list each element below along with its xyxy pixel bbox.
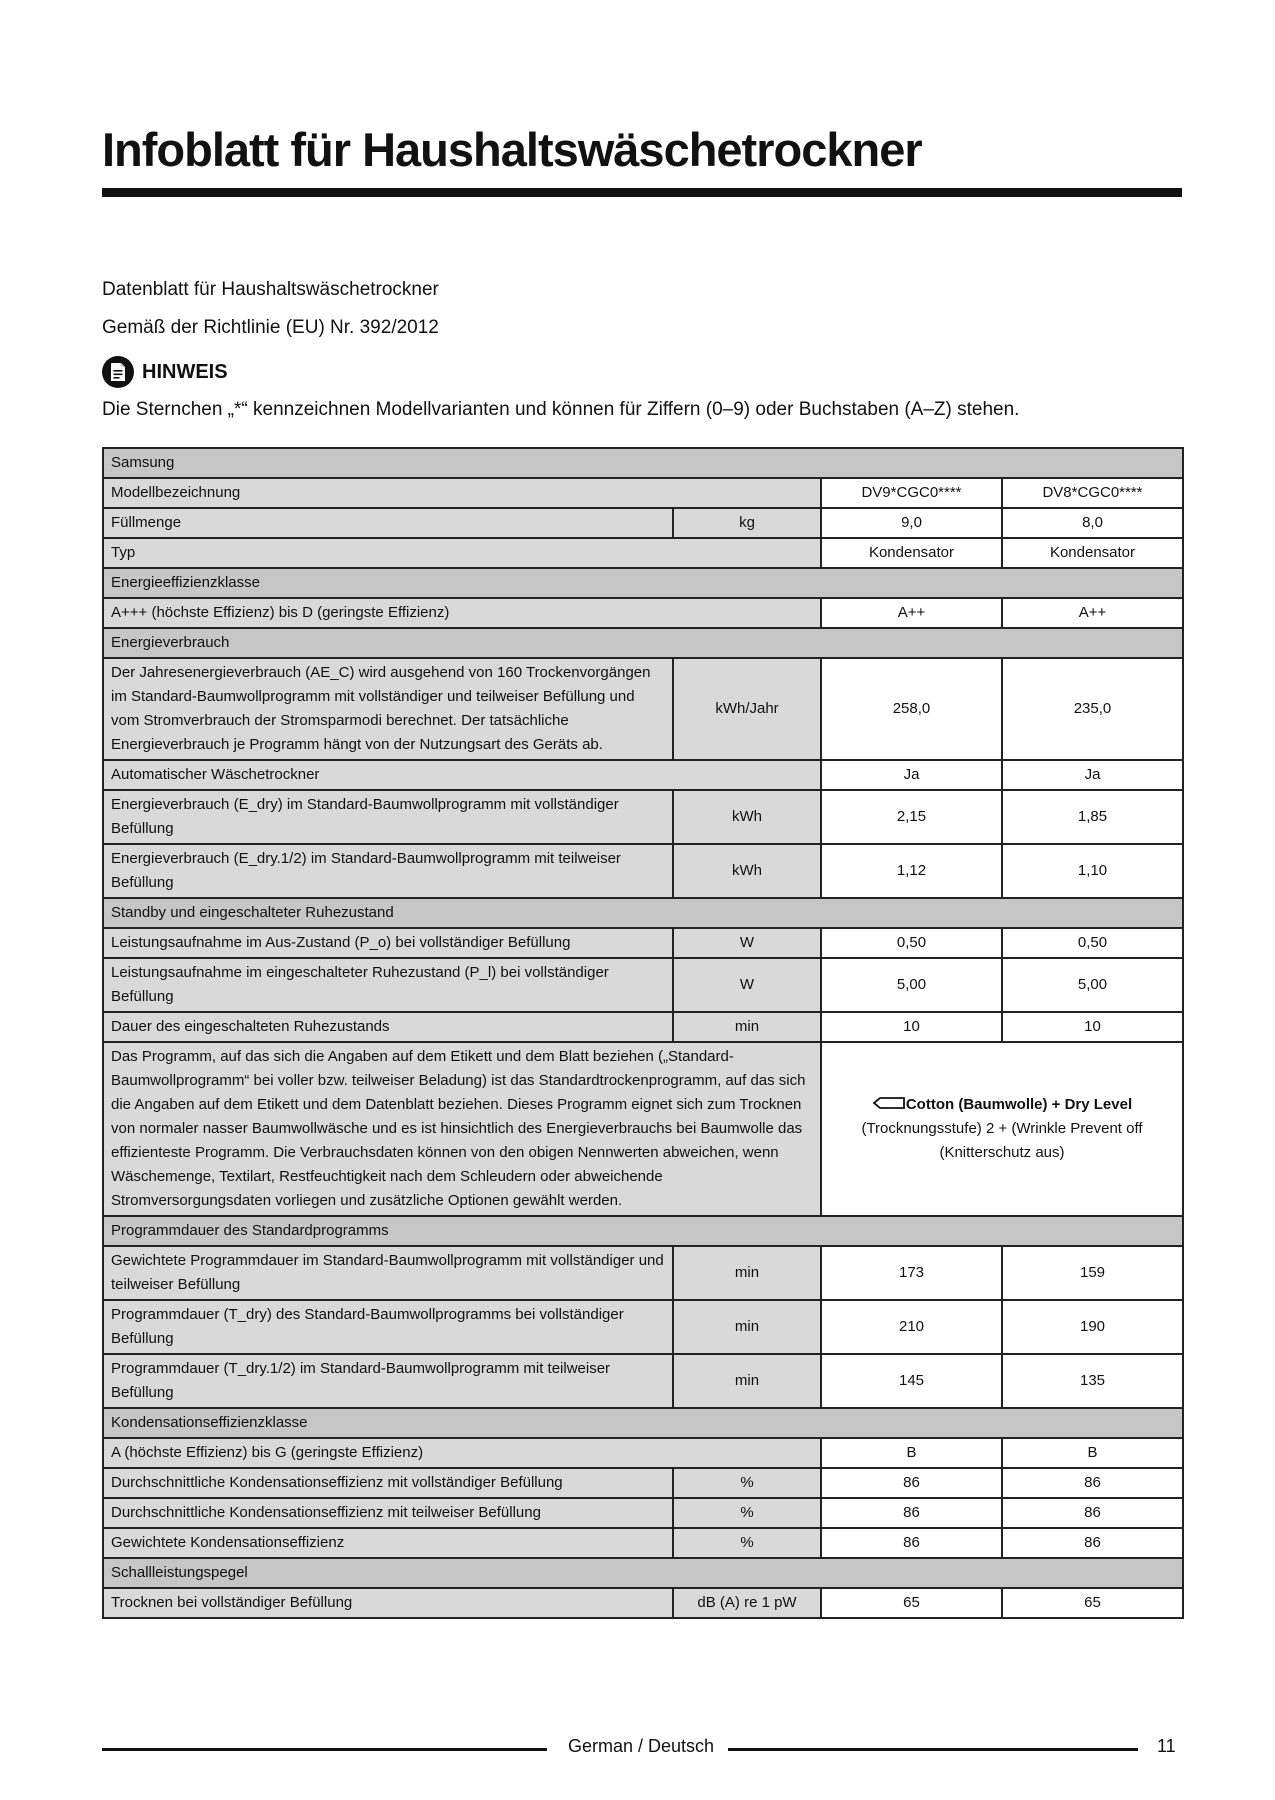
section-row bbox=[103, 898, 1183, 928]
table-row bbox=[103, 1246, 1183, 1300]
p-off-unit: W bbox=[673, 928, 821, 958]
note-header bbox=[102, 356, 228, 388]
product-data-table bbox=[102, 447, 1184, 1619]
table-row bbox=[103, 790, 1183, 844]
table-row bbox=[103, 1354, 1183, 1408]
p-off-label: Leistungsaufnahme im Aus-Zustand (P_o) bei vollständiger Befüllung bbox=[103, 928, 673, 958]
page-number: 11 bbox=[1157, 1736, 1176, 1756]
e-dry-half-1: 1,12 bbox=[821, 844, 1002, 898]
e-dry-unit: kWh bbox=[673, 790, 821, 844]
cond-class-label: A (höchste Effizienz) bis G (geringste Effizienz) bbox=[103, 1438, 821, 1468]
standard-program-label: Das Programm, auf das sich die Angaben auf dem Etikett und dem Blatt beziehen („Standard-Baumwollprogramm“ bei voller bzw. teilweiser Beladung) ist das Standardtrockenprogramm, auf das sich die Angaben auf dem Etikett und dem Datenblatt beziehen. Dieses Programm eignet sich zum Trocknen von normaler nasser Baumwollwäsche und es ist hinsichtlich des Energieverbrauchs bei Baumwolle das effizienteste Programm. Die Verbrauchsdaten können von den obigen Nennwerten abweichen, wenn Wäschemenge, Textilart, Restfeuchtigkeit nach dem Schleudern oder abweichende Stromversorgungsdaten vorliegen und zusätzliche Optionen gewählt werden. bbox=[103, 1042, 821, 1216]
note-icon bbox=[102, 356, 134, 388]
p-left-unit: W bbox=[673, 958, 821, 1012]
p-left-1: 5,00 bbox=[821, 958, 1002, 1012]
program-value-line1: Cotton (Baumwolle) + Dry Level bbox=[905, 1096, 1133, 1113]
datasheet-subtitle: Datenblatt für Haushaltswäschetrockner bbox=[102, 279, 439, 300]
p-left-2: 5,00 bbox=[1002, 958, 1183, 1012]
t-weighted-unit: min bbox=[673, 1246, 821, 1300]
cond-full-unit: % bbox=[673, 1468, 821, 1498]
program-line-1 bbox=[829, 1093, 1175, 1117]
cond-full-1: 86 bbox=[821, 1468, 1002, 1498]
table-row bbox=[103, 760, 1183, 790]
left-on-1: 10 bbox=[821, 1012, 1002, 1042]
table-row bbox=[103, 1528, 1183, 1558]
t-weighted-1: 173 bbox=[821, 1246, 1002, 1300]
energy-class-section: Energieeffizienzklasse bbox=[103, 568, 1183, 598]
regulation-subtitle: Gemäß der Richtlinie (EU) Nr. 392/2012 bbox=[102, 317, 439, 338]
cond-class-section: Kondensationseffizienzklasse bbox=[103, 1408, 1183, 1438]
t-dry-half-label: Programmdauer (T_dry.1/2) im Standard-Baumwollprogramm mit teilweiser Befüllung bbox=[103, 1354, 673, 1408]
footer-language: German / Deutsch bbox=[568, 1736, 715, 1756]
e-dry-2: 1,85 bbox=[1002, 790, 1183, 844]
section-row bbox=[103, 568, 1183, 598]
cond-full-label: Durchschnittliche Kondensationseffizienz mit vollständiger Befüllung bbox=[103, 1468, 673, 1498]
table-row bbox=[103, 658, 1183, 760]
cond-full-2: 86 bbox=[1002, 1468, 1183, 1498]
table-row bbox=[103, 1468, 1183, 1498]
note-label: HINWEIS bbox=[142, 360, 228, 383]
type-2: Kondensator bbox=[1002, 538, 1183, 568]
t-dry-1: 210 bbox=[821, 1300, 1002, 1354]
p-left-label: Leistungsaufnahme im eingeschalteter Ruhezustand (P_l) bei vollständiger Befüllung bbox=[103, 958, 673, 1012]
cotton-program-icon bbox=[872, 1096, 906, 1110]
table-row bbox=[103, 1042, 1183, 1216]
program-value-line2: (Trocknungsstufe) 2 + (Wrinkle Prevent off bbox=[861, 1120, 1143, 1137]
program-value-line3: (Knitterschutz aus) bbox=[939, 1144, 1065, 1161]
consumption-section: Energieverbrauch bbox=[103, 628, 1183, 658]
section-row bbox=[103, 1408, 1183, 1438]
noise-section: Schallleistungspegel bbox=[103, 1558, 1183, 1588]
left-on-unit: min bbox=[673, 1012, 821, 1042]
footer-rule-left bbox=[102, 1748, 547, 1751]
t-dry-half-2: 135 bbox=[1002, 1354, 1183, 1408]
e-dry-half-unit: kWh bbox=[673, 844, 821, 898]
title-rule bbox=[102, 188, 1182, 197]
automatic-2: Ja bbox=[1002, 760, 1183, 790]
standby-section: Standby und eingeschalteter Ruhezustand bbox=[103, 898, 1183, 928]
manufacturer-row bbox=[103, 448, 1183, 478]
noise-unit: dB (A) re 1 pW bbox=[673, 1588, 821, 1618]
table-row bbox=[103, 478, 1183, 508]
cond-class-2: B bbox=[1002, 1438, 1183, 1468]
standard-program-value bbox=[821, 1042, 1183, 1216]
cond-half-1: 86 bbox=[821, 1498, 1002, 1528]
left-on-2: 10 bbox=[1002, 1012, 1183, 1042]
table-row bbox=[103, 1438, 1183, 1468]
energy-class-2: A++ bbox=[1002, 598, 1183, 628]
table-row bbox=[103, 958, 1183, 1012]
section-row bbox=[103, 1216, 1183, 1246]
t-dry-half-1: 145 bbox=[821, 1354, 1002, 1408]
cond-weighted-2: 86 bbox=[1002, 1528, 1183, 1558]
annual-2: 235,0 bbox=[1002, 658, 1183, 760]
type-1: Kondensator bbox=[821, 538, 1002, 568]
page-title: Infoblatt für Haushaltswäschetrockner bbox=[102, 123, 922, 176]
e-dry-half-2: 1,10 bbox=[1002, 844, 1183, 898]
cond-weighted-1: 86 bbox=[821, 1528, 1002, 1558]
footer-rule-right bbox=[728, 1748, 1138, 1751]
table-row bbox=[103, 538, 1183, 568]
t-dry-2: 190 bbox=[1002, 1300, 1183, 1354]
table-row bbox=[103, 598, 1183, 628]
left-on-label: Dauer des eingeschalteten Ruhezustands bbox=[103, 1012, 673, 1042]
section-row bbox=[103, 628, 1183, 658]
cond-half-label: Durchschnittliche Kondensationseffizienz mit teilweiser Befüllung bbox=[103, 1498, 673, 1528]
t-weighted-2: 159 bbox=[1002, 1246, 1183, 1300]
p-off-2: 0,50 bbox=[1002, 928, 1183, 958]
p-off-1: 0,50 bbox=[821, 928, 1002, 958]
capacity-unit: kg bbox=[673, 508, 821, 538]
annual-label: Der Jahresenergieverbrauch (AE_C) wird ausgehend von 160 Trockenvorgängen im Standard-Baumwollprogramm mit vollständiger und teilweiser Befüllung und vom Stromverbrauch der Stromsparmodi berechnet. Der tatsächliche Energieverbrauch je Programm hängt von der Nutzungsart des Geräts ab. bbox=[103, 658, 673, 760]
model-2: DV8*CGC0**** bbox=[1002, 478, 1183, 508]
energy-class-1: A++ bbox=[821, 598, 1002, 628]
noise-label: Trocknen bei vollständiger Befüllung bbox=[103, 1588, 673, 1618]
annual-unit: kWh/Jahr bbox=[673, 658, 821, 760]
note-text: Die Sternchen „*“ kennzeichnen Modellvarianten und können für Ziffern (0–9) oder Buchstaben (A–Z) stehen. bbox=[102, 399, 1020, 420]
automatic-1: Ja bbox=[821, 760, 1002, 790]
table-row bbox=[103, 508, 1183, 538]
duration-section: Programmdauer des Standardprogramms bbox=[103, 1216, 1183, 1246]
t-weighted-label: Gewichtete Programmdauer im Standard-Baumwollprogramm mit vollständiger und teilweiser Befüllung bbox=[103, 1246, 673, 1300]
table-row bbox=[103, 1012, 1183, 1042]
table-row bbox=[103, 1588, 1183, 1618]
cond-class-1: B bbox=[821, 1438, 1002, 1468]
e-dry-half-label: Energieverbrauch (E_dry.1/2) im Standard-Baumwollprogramm mit teilweiser Befüllung bbox=[103, 844, 673, 898]
manufacturer-cell: Samsung bbox=[103, 448, 1183, 478]
cond-half-unit: % bbox=[673, 1498, 821, 1528]
model-label: Modellbezeichnung bbox=[103, 478, 821, 508]
annual-1: 258,0 bbox=[821, 658, 1002, 760]
t-dry-half-unit: min bbox=[673, 1354, 821, 1408]
table-row bbox=[103, 844, 1183, 898]
table-row bbox=[103, 1498, 1183, 1528]
capacity-label: Füllmenge bbox=[103, 508, 673, 538]
automatic-label: Automatischer Wäschetrockner bbox=[103, 760, 821, 790]
energy-class-label: A+++ (höchste Effizienz) bis D (geringste Effizienz) bbox=[103, 598, 821, 628]
table-row bbox=[103, 928, 1183, 958]
cond-weighted-unit: % bbox=[673, 1528, 821, 1558]
capacity-2: 8,0 bbox=[1002, 508, 1183, 538]
capacity-1: 9,0 bbox=[821, 508, 1002, 538]
t-dry-unit: min bbox=[673, 1300, 821, 1354]
cond-weighted-label: Gewichtete Kondensationseffizienz bbox=[103, 1528, 673, 1558]
type-label: Typ bbox=[103, 538, 821, 568]
noise-2: 65 bbox=[1002, 1588, 1183, 1618]
e-dry-1: 2,15 bbox=[821, 790, 1002, 844]
t-dry-label: Programmdauer (T_dry) des Standard-Baumwollprogramms bei vollständiger Befüllung bbox=[103, 1300, 673, 1354]
model-1: DV9*CGC0**** bbox=[821, 478, 1002, 508]
section-row bbox=[103, 1558, 1183, 1588]
table-row bbox=[103, 1300, 1183, 1354]
e-dry-label: Energieverbrauch (E_dry) im Standard-Baumwollprogramm mit vollständiger Befüllung bbox=[103, 790, 673, 844]
noise-1: 65 bbox=[821, 1588, 1002, 1618]
cond-half-2: 86 bbox=[1002, 1498, 1183, 1528]
